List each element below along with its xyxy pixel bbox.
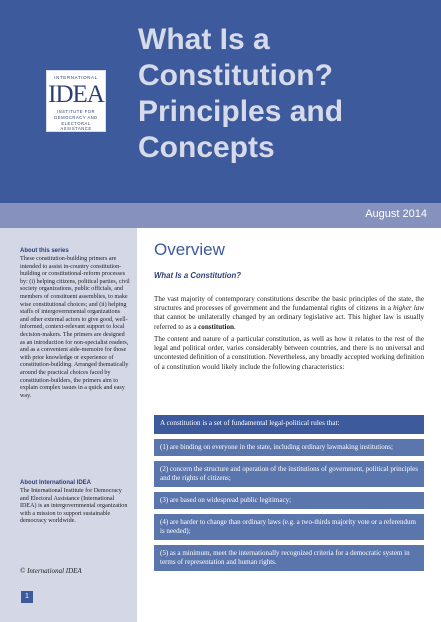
publication-date: August 2014: [365, 208, 427, 220]
logo-top-text: INTERNATIONAL: [54, 75, 98, 80]
about-idea-heading: About International IDEA: [20, 480, 91, 486]
characteristic-item: (2) concern the structure and operation of the institutions of government, political principles and the rights of citizens;: [154, 461, 424, 487]
date-band: [0, 203, 441, 228]
constitution-strong: constitution: [198, 322, 234, 331]
characteristics-box: [154, 415, 424, 571]
definition-paragraph: The content and nature of a particular constitution, as well as how it relates to the rest of the legal and political order, varies considerably between countries, and there is no universal and uncontested definition of a constitution. Nevertheless, any broadly accepted working definition of a constitution would likely include the following characteristics:: [154, 335, 424, 371]
sidebar: [0, 228, 137, 622]
header-banner: [0, 0, 441, 203]
characteristic-item: (3) are based on widespread public legitimacy;: [154, 492, 424, 509]
characteristic-item: (1) are binding on everyone in the state, including ordinary lawmaking institutions;: [154, 439, 424, 456]
about-series-heading: About this series: [20, 248, 69, 254]
title-line: Principles and: [138, 95, 344, 128]
title-line: Concepts: [138, 131, 275, 164]
idea-logo: [46, 70, 106, 132]
copyright-text: © International IDEA: [20, 567, 82, 575]
about-idea-section: [20, 480, 130, 526]
main-content: [154, 240, 424, 371]
logo-sub-line: INSTITUTE FOR: [56, 109, 96, 114]
characteristic-item: (5) as a minimum, meet the internationally recognized criteria for a democratic system in terms of representation and human rights.: [154, 545, 424, 571]
title-line: Constitution?: [138, 59, 333, 92]
para1-text-a: The vast majority of contemporary constitutions describe the basic principles of the state, the structures and processes of government and the fundamental rights of citizens in a: [154, 295, 424, 313]
about-idea-body: The International Institute for Democracy and Electoral Assistance (International IDEA) is an intergovernmental organization with a mission to support sustainable democracy worldwide.: [20, 488, 128, 525]
about-series-section: [20, 248, 130, 400]
logo-mark: IDEA: [48, 81, 104, 108]
page-number: 1: [21, 591, 33, 603]
section-subheading: What Is a Constitution?: [154, 271, 242, 280]
logo-sub-line: DEMOCRACY AND: [54, 115, 98, 120]
para1-text-b: that cannot be unilaterally changed by an ordinary legislative act. This higher law is usually referred to as a: [154, 313, 424, 331]
characteristic-item: (4) are harder to change than ordinary laws (e.g. a two-thirds majority vote or a referendum is needed);: [154, 514, 424, 540]
overview-heading: Overview: [154, 240, 225, 259]
about-series-body: These constitution-building primers are intended to assist in-country constitution-building or constitutional-reform processes by: (i) helping citizens, political parties, civil society organizations, public officials, and members of constituent assemblies, to make wise constitutional choices; and (ii) helping staffs of intergovernmental organizations and other external actors to give good, well-informed, context-relevant support to local decision-makers. The primers are designed as an introduction for non-specialist readers, and as a convenient aide-memoire for those with prior knowledge or experience of constitution-building. Arranged thematically around the practical choices faced by constitution-builders, the primers aim to explain complex issues in a quick and easy way.: [20, 256, 130, 399]
copyright: [20, 568, 130, 576]
higher-law-emphasis: higher law: [393, 304, 424, 313]
para1-text-c: .: [234, 322, 236, 331]
document-title: [138, 22, 438, 166]
characteristics-box-title: A constitution is a set of fundamental legal-political rules that:: [154, 415, 424, 434]
logo-sub-line: ELECTORAL ASSISTANCE: [60, 121, 92, 131]
title-line: What Is a: [138, 23, 270, 56]
intro-paragraph: [154, 295, 424, 332]
